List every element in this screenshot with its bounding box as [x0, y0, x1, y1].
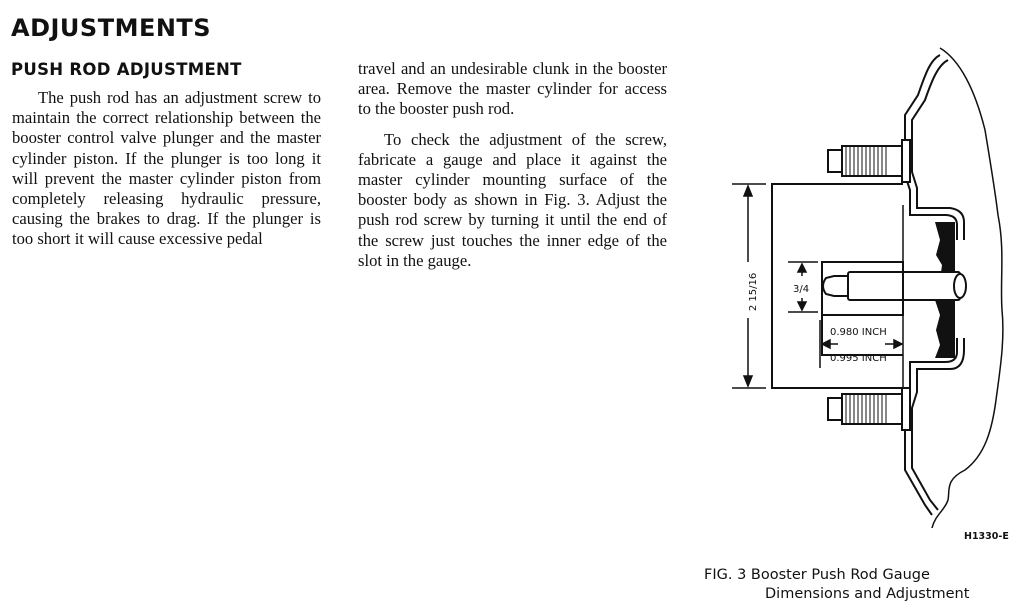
text-column-2	[358, 59, 667, 271]
text-column-1	[12, 88, 321, 250]
figure-code: H1330-E	[964, 531, 1009, 542]
dimension-overall-height: 2 15/16	[748, 272, 759, 312]
figure-caption	[704, 566, 969, 604]
paragraph: To check the adjustment of the screw, fabricate a gauge and place it against the master cylinder mounting surface of the booster body as shown in Fig. 3. Adjust the push rod screw by turning it until the end of the screw just touches the inner edge of the slot in the gauge.	[358, 129, 667, 270]
dimension-slot-height: 3/4	[793, 284, 810, 295]
paragraph: The push rod has an adjustment screw to maintain the correct relationship between the booster control valve plunger and the master cylinder piston. If the plunger is too long it will prevent the master cylinder piston from completely releasing hydraulic pressure, causing the brakes to drag. If the plunger is too short it will cause excessive pedal	[12, 88, 321, 249]
caption-line-2: Dimensions and Adjustment	[765, 586, 970, 602]
section-title: ADJUSTMENTS	[11, 14, 212, 42]
booster-gauge-diagram	[700, 40, 1033, 560]
dimension-max-depth: 0.995 INCH	[830, 353, 887, 364]
figure-booster-gauge	[700, 40, 1033, 560]
paragraph: travel and an undesirable clunk in the booster area. Remove the master cylinder for access to the booster push rod.	[358, 59, 667, 119]
dimension-min-depth: 0.980 INCH	[830, 327, 887, 338]
caption-line-1: FIG. 3 Booster Push Rod Gauge	[704, 567, 930, 583]
subsection-title: PUSH ROD ADJUSTMENT	[11, 60, 242, 79]
